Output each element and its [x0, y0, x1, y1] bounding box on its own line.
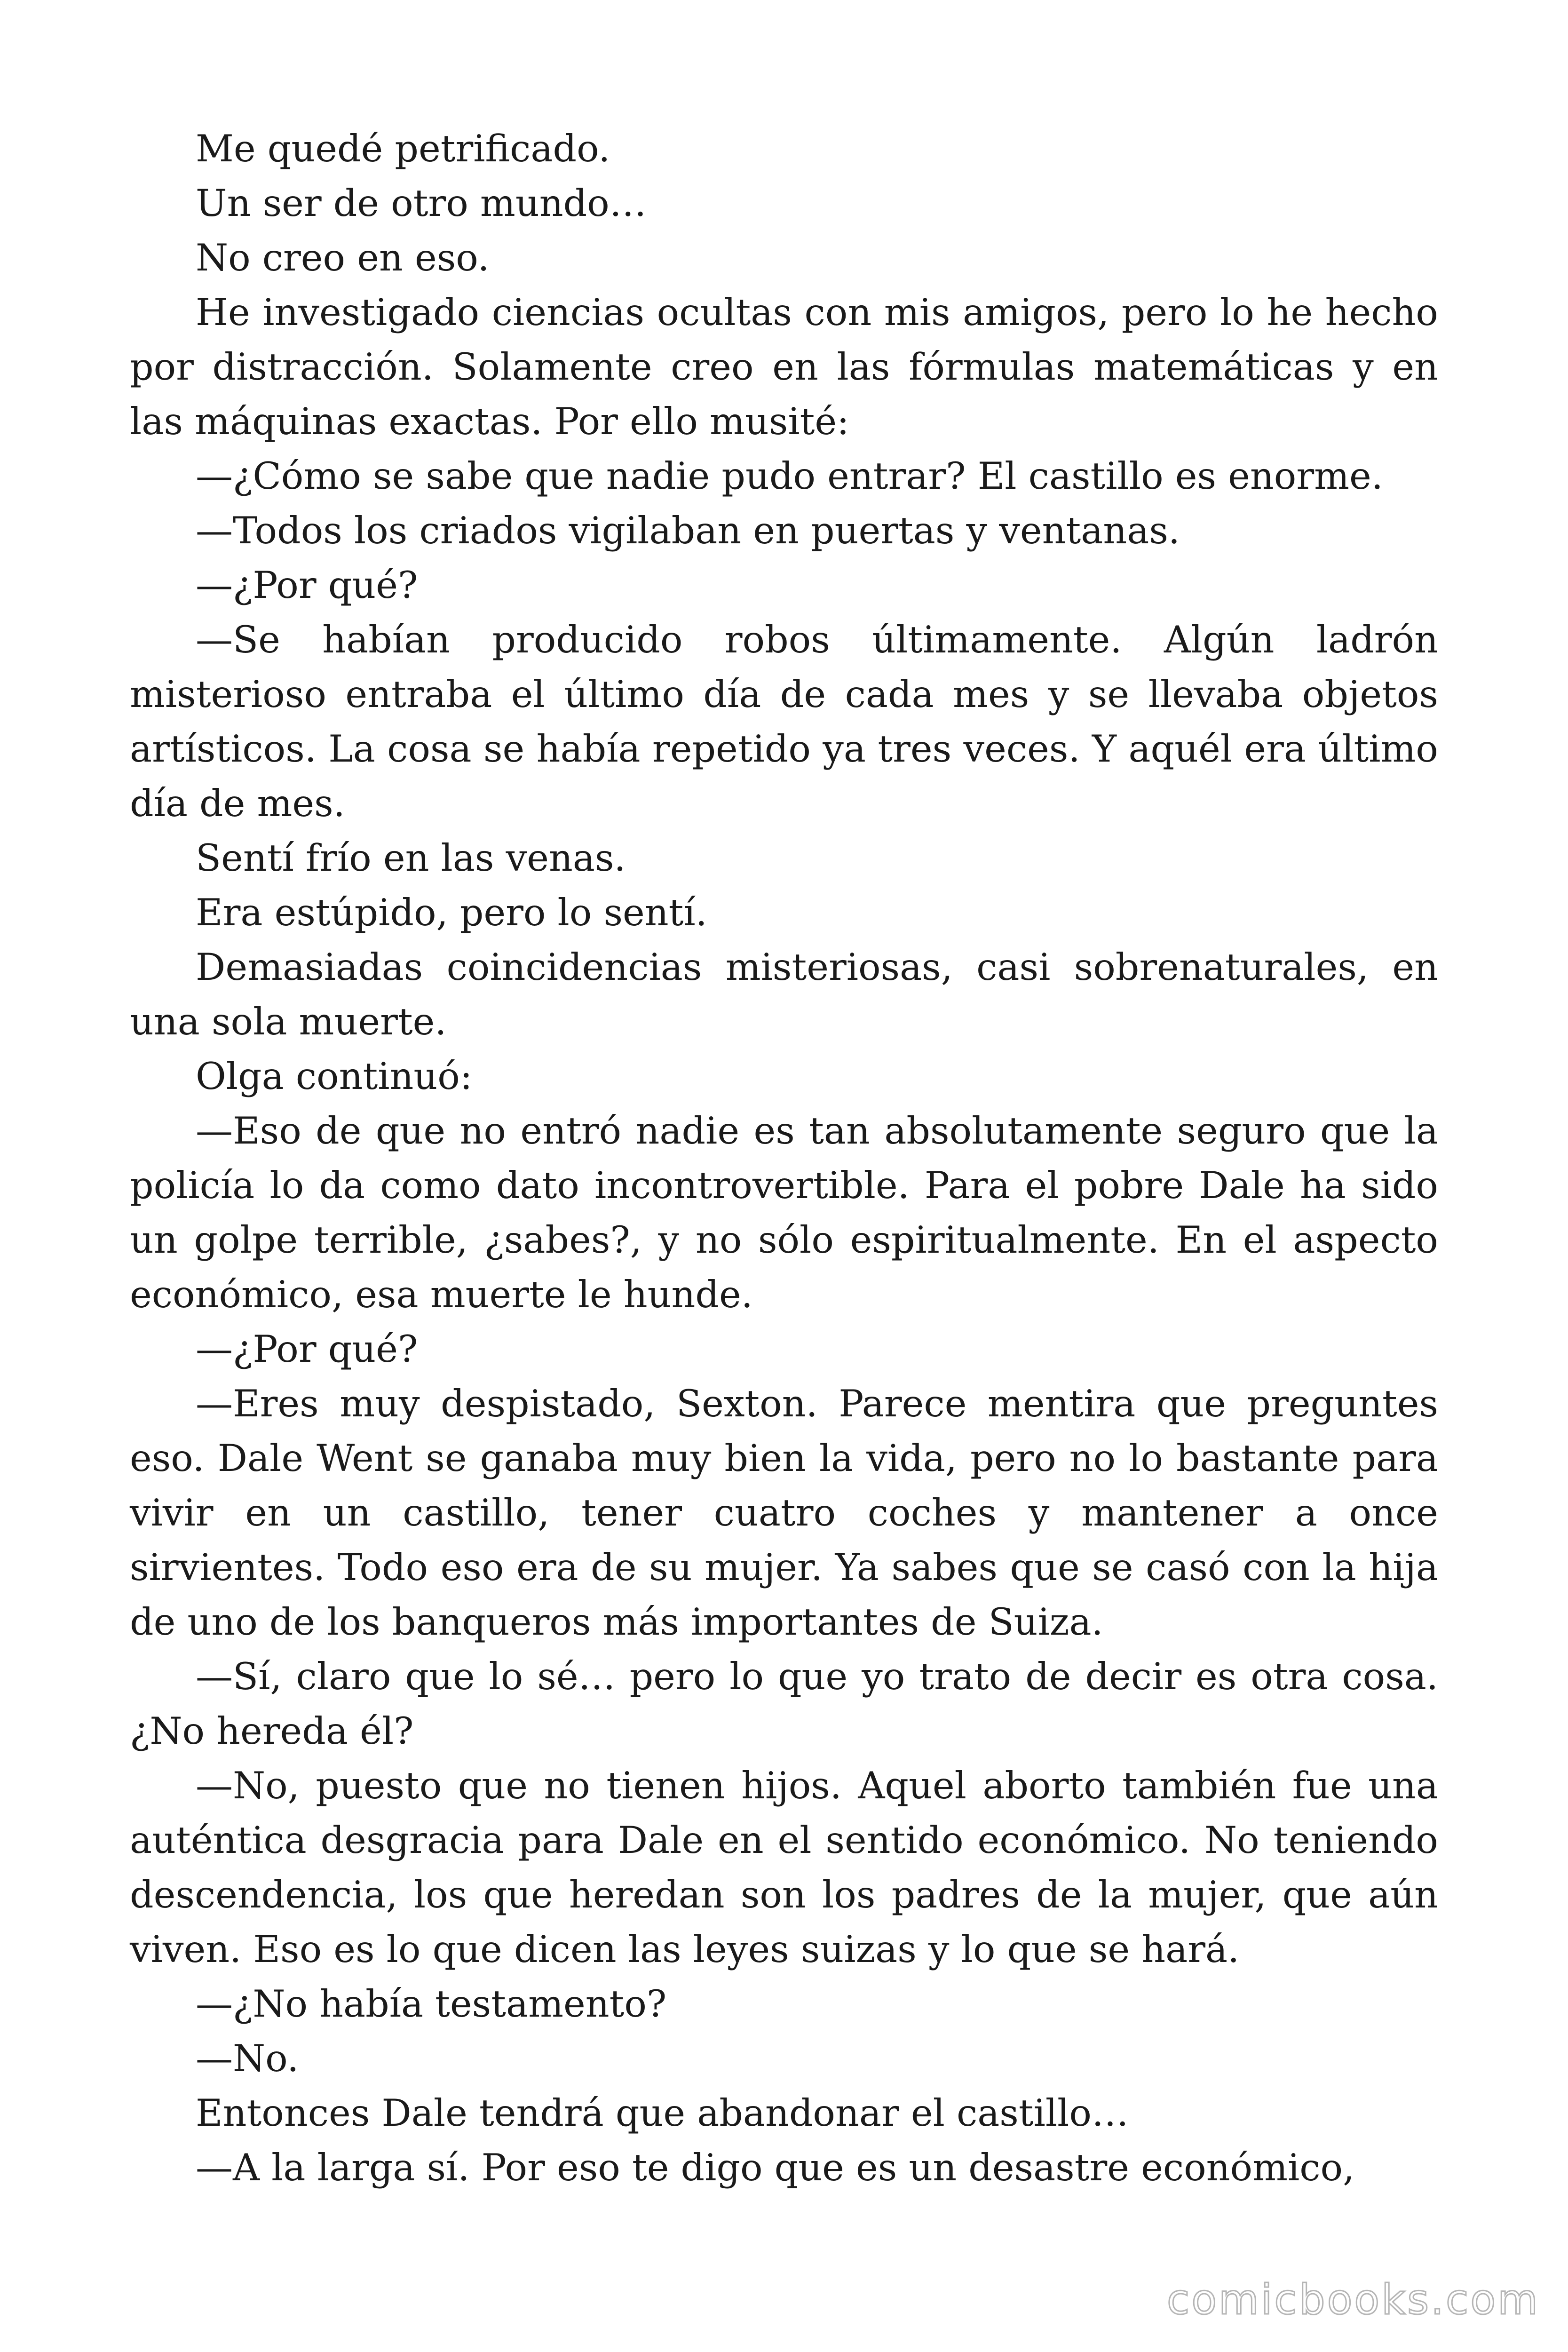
paragraph: Demasiadas coincidencias misteriosas, casi sobrenaturales, en una sola muerte. [130, 946, 1438, 1043]
paragraph: —Todos los criados vigilaban en puertas y ventanas. [196, 509, 1180, 552]
paragraph: —A la larga sí. Por eso te digo que es un desastre económico, [196, 2146, 1355, 2189]
paragraph: No creo en eso. [196, 236, 490, 279]
paragraph: —Se habían producido robos últimamente. Algún ladrón misterioso entraba el último día de cada mes y se llevaba objetos artísticos. La cosa se había repetido ya tres veces. Y aquél era último día de mes. [130, 618, 1438, 825]
paragraph: —¿Cómo se sabe que nadie pudo entrar? El castillo es enorme. [196, 454, 1383, 498]
paragraph: —Sí, claro que lo sé… pero lo que yo trato de decir es otra cosa. ¿No hereda él? [130, 1655, 1438, 1753]
watermark: comicbooks.com [1166, 2275, 1540, 2324]
paragraph: He investigado ciencias ocultas con mis amigos, pero lo he hecho por distracción. Solamente creo en las fórmulas matemáticas y en las máquinas exactas. Por ello musité: [130, 291, 1438, 443]
paragraph: —¿No había testamento? [196, 1982, 667, 2026]
paragraph: Entonces Dale tendrá que abandonar el castillo… [196, 2091, 1129, 2135]
paragraph: —No, puesto que no tienen hijos. Aquel aborto también fue una auténtica desgracia para Dale en el sentido económico. No teniendo descendencia, los que heredan son los padres de la mujer, que aún viven. Eso es lo que dicen las leyes suizas y lo que se hará. [130, 1764, 1438, 1971]
paragraph: Olga continuó: [196, 1055, 473, 1098]
paragraph: Un ser de otro mundo… [196, 182, 647, 225]
paragraph: —¿Por qué? [196, 564, 418, 607]
paragraph: Sentí frío en las venas. [196, 836, 626, 880]
paragraph: —¿Por qué? [196, 1327, 418, 1371]
paragraph: —Eres muy despistado, Sexton. Parece mentira que preguntes eso. Dale Went se ganaba muy bien la vida, pero no lo bastante para vivir en un castillo, tener cuatro coches y mantener a once sirvientes. Todo eso era de su mujer. Ya sabes que se casó con la hija de uno de los banqueros más importantes de Suiza. [130, 1382, 1438, 1644]
paragraph: Era estúpido, pero lo sentí. [196, 891, 707, 934]
paragraph: —No. [196, 2037, 299, 2080]
book-page-text [130, 121, 1438, 2195]
paragraph: —Eso de que no entró nadie es tan absolutamente seguro que la policía lo da como dato incontrovertible. Para el pobre Dale ha sido un golpe terrible, ¿sabes?, y no sólo espiritualmente. En el aspecto económico, esa muerte le hunde. [130, 1109, 1438, 1316]
paragraph: Me quedé petrificado. [196, 127, 610, 170]
